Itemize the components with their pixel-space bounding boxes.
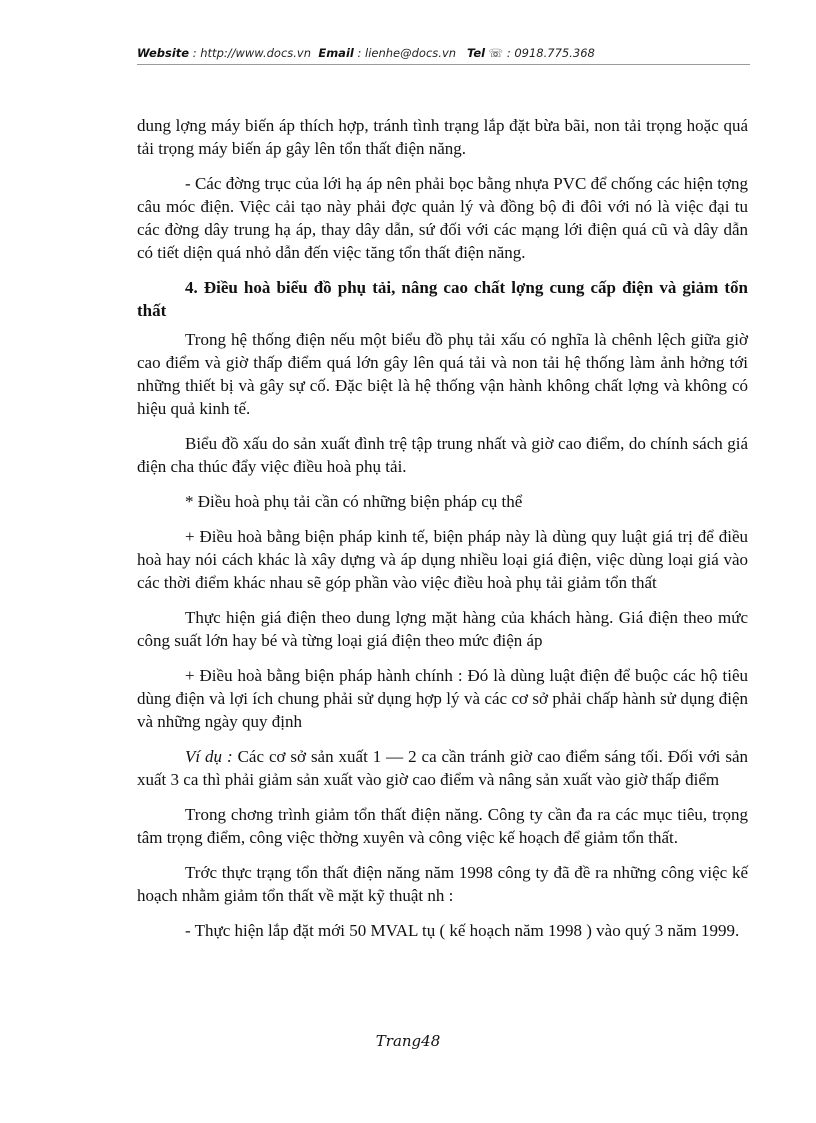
paragraph: Biểu đồ xấu do sản xuất đình trệ tập trung nhất và giờ cao điểm, do chính sách giá điện cha thúc đẩy việc điều hoà phụ tải.	[137, 434, 748, 476]
example-label: Ví dụ :	[185, 747, 233, 766]
paragraph: Thực hiện giá điện theo dung lợng mặt hàng của khách hàng. Giá điện theo mức công suất lớn hay bé và từng loại giá điện theo mức điện áp	[137, 608, 748, 650]
email-label: Email	[318, 46, 354, 60]
example-text: Các cơ sở sản xuất 1 — 2 ca cần tránh giờ cao điểm sáng tối. Đối với sản xuất 3 ca thì phải giảm sản xuất vào giờ cao điểm và nâng sản xuất vào giờ thấp điểm	[137, 747, 748, 789]
paragraph: - Các đờng trục của lới hạ áp nên phải bọc bằng nhựa PVC để chống các hiện tợng câu móc điện. Việc cải tạo này phải đợc quản lý và đồng bộ đi đôi với nó là việc đại tu các đờng dây trung hạ áp, thay dây dẫn, sứ đối với các mạng lới điện quá cũ và dây dẫn có tiết diện quá nhỏ dẫn đến việc tăng tổn thất điện năng.	[137, 174, 748, 262]
document-body	[137, 114, 748, 954]
website-url: : http://www.docs.vn	[192, 46, 312, 60]
paragraph: + Điều hoà bằng biện pháp hành chính : Đó là dùng luật điện để buộc các hộ tiêu dùng điện và lợi ích chung phải sử dụng hợp lý và các cơ sở phải chấp hành sử dụng điện và những ngày quy định	[137, 666, 748, 731]
paragraph: Trong hệ thống điện nếu một biểu đồ phụ tải xấu có nghĩa là chênh lệch giữa giờ cao điểm và giờ thấp điểm quá lớn gây lên quá tải và non tải hệ thống làm ảnh hởng tới những thiết bị và gây sự cố. Đặc biệt là hệ thống vận hành không chất lợng và không có hiệu quả kinh tế.	[137, 330, 748, 418]
paragraph: + Điều hoà bằng biện pháp kinh tế, biện pháp này là dùng quy luật giá trị để điều hoà hay nói cách khác là xây dựng và áp dụng nhiều loại giá điện, việc dùng loại giá vào các thời điểm khác nhau sẽ góp phần vào việc điều hoà phụ tải giảm tổn thất	[137, 527, 748, 592]
page-number: Trang48	[375, 1032, 441, 1050]
email-address: : lienhe@docs.vn	[357, 46, 457, 60]
paragraph: Trớc thực trạng tổn thất điện năng năm 1998 công ty đã đề ra những công việc kế hoạch nhằm giảm tổn thất về mặt kỹ thuật nh :	[137, 863, 748, 905]
paragraph: Trong chơng trình giảm tổn thất điện năng. Công ty cần đa ra các mục tiêu, trọng tâm trọng điểm, công việc thờng xuyên và công việc kế hoạch để giảm tổn thất.	[137, 805, 748, 847]
phone-icon: ☏	[488, 46, 504, 60]
header-divider	[137, 64, 750, 65]
page-header	[137, 46, 750, 60]
tel-number: : 0918.775.368	[506, 46, 595, 60]
paragraph: - Thực hiện lắp đặt mới 50 MVAL tụ ( kế hoạch năm 1998 ) vào quý 3 năm 1999.	[185, 921, 740, 940]
paragraph: * Điều hoà phụ tải cần có những biện pháp cụ thể	[185, 492, 523, 511]
paragraph: dung lợng máy biến áp thích hợp, tránh tình trạng lắp đặt bừa bãi, non tải trọng hoặc quá tải trọng máy biến áp gây lên tổn thất điện năng.	[137, 116, 748, 158]
tel-label: Tel	[467, 46, 486, 60]
section-heading: 4. Điều hoà biểu đồ phụ tải, nâng cao chất lợng cung cấp điện và giảm tổn thất	[137, 278, 748, 320]
example-paragraph	[137, 745, 748, 791]
website-label: Website	[137, 46, 190, 60]
